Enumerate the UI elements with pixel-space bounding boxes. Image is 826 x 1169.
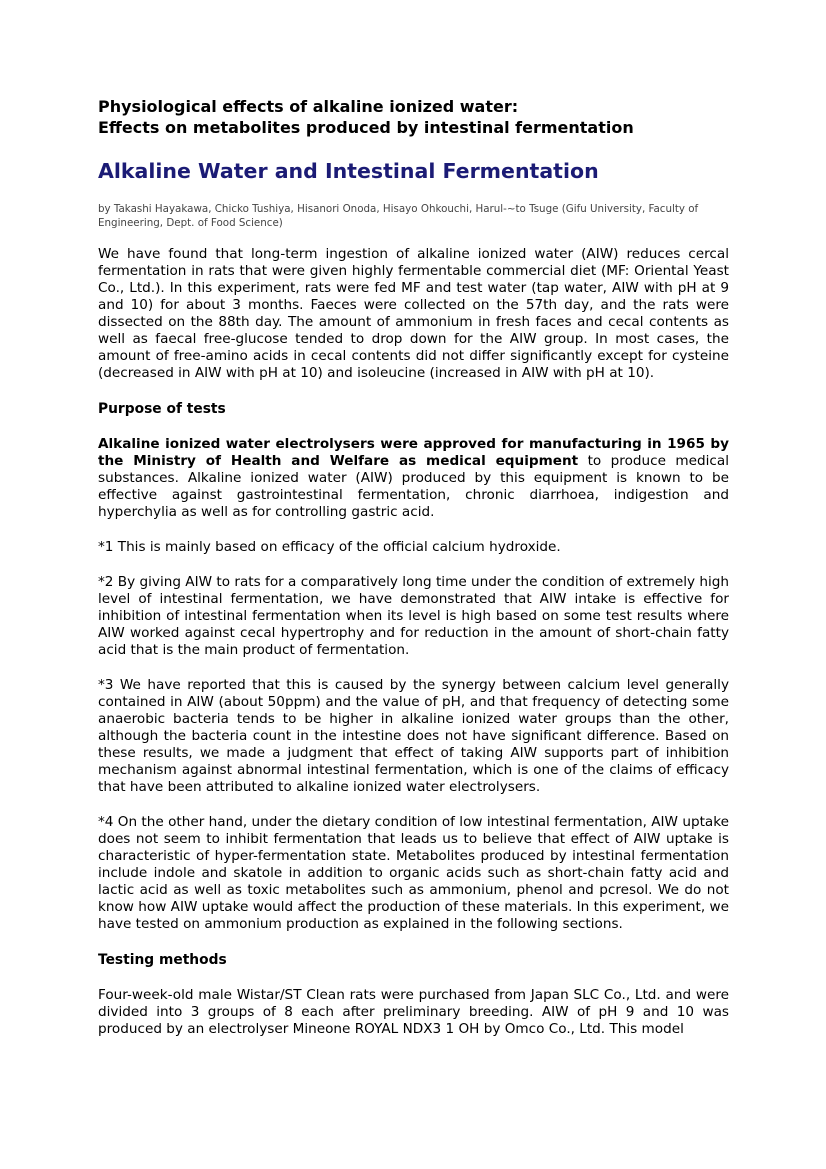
methods-paragraph: Four-week-old male Wistar/ST Clean rats were purchased from Japan SLC Co., Ltd. and were divided into 3 groups of 8 each after preliminary breeding. AIW of pH 9 and 10 was produced by an electrolyser Mineone ROYAL NDX3 1 OH by Omco Co., Ltd. This model xyxy=(98,987,729,1037)
paper-title-line-1: Physiological effects of alkaline ionized water: xyxy=(98,97,519,116)
purpose-intro-bold: Alkaline ionized water electrolysers were approved for manufacturing in 1965 by the Ministry of Health and Welfare as medical equipment xyxy=(98,436,729,469)
note-3-paragraph: *3 We have reported that this is caused by the synergy between calcium level generally contained in AIW (about 50ppm) and the value of pH, and that frequency of detecting some anaerobic bacteria tends to be higher in alkaline ionized water groups than the other, although the bacteria count in the intestine does not have significant difference. Based on these results, we made a judgment that effect of taking AIW supports part of inhibition mechanism against abnormal intestinal fermentation, which is one of the claims of efficacy that have been attributed to alkaline ionized water electrolysers. xyxy=(98,677,729,795)
document-page xyxy=(98,96,729,1056)
abstract-paragraph: We have found that long-term ingestion of alkaline ionized water (AIW) reduces cercal fermentation in rats that were given highly fermentable commercial diet (MF: Oriental Yeast Co., Ltd.). In this experiment, rats were fed MF and test water (tap water, AIW with pH at 9 and 10) for about 3 months. Faeces were collected on the 57th day, and the rats were dissected on the 88th day. The amount of ammonium in fresh faces and cecal contents as well as faecal free-glucose tended to drop down for the AIW group. In most cases, the amount of free-amino acids in cecal contents did not differ significantly except for cysteine (decreased in AIW with pH at 10) and isoleucine (increased in AIW with pH at 10). xyxy=(98,246,729,381)
methods-heading: Testing methods xyxy=(98,952,227,968)
article-headline: Alkaline Water and Intestinal Fermentation xyxy=(98,159,599,183)
paper-title-line-2: Effects on metabolites produced by intestinal fermentation xyxy=(98,118,634,137)
note-4-paragraph: *4 On the other hand, under the dietary condition of low intestinal fermentation, AIW uptake does not seem to inhibit fermentation that leads us to believe that effect of AIW uptake is characteristic of hyper-fermentation state. Metabolites produced by intestinal fermentation include indole and skatole in addition to organic acids such as short-chain fatty acid and lactic acid as well as toxic metabolites such as ammonium, phenol and pcresol. We do not know how AIW uptake would affect the production of these materials. In this experiment, we have tested on ammonium production as explained in the following sections. xyxy=(98,814,729,932)
author-byline: by Takashi Hayakawa, Chicko Tushiya, Hisanori Onoda, Hisayo Ohkouchi, Harul-~to Tsuge (Gifu University, Faculty of Engineering, Dept. of Food Science) xyxy=(98,203,699,229)
purpose-heading: Purpose of tests xyxy=(98,401,226,417)
purpose-intro-paragraph xyxy=(98,436,729,521)
purpose-intro-rest: to produce medical substances. Alkaline ionized water (AIW) produced by this equipment is known to be effective against gastrointestinal fermentation, chronic diarrhoea, indigestion and hyperchylia as well as for controlling gastric acid. xyxy=(98,453,729,520)
note-2-paragraph: *2 By giving AIW to rats for a comparatively long time under the condition of extremely high level of intestinal fermentation, we have demonstrated that AIW intake is effective for inhibition of intestinal fermentation when its level is high based on some test results where AIW worked against cecal hypertrophy and for reduction in the amount of short-chain fatty acid that is the main product of fermentation. xyxy=(98,574,729,658)
note-1-paragraph: *1 This is mainly based on efficacy of the official calcium hydroxide. xyxy=(98,539,561,555)
